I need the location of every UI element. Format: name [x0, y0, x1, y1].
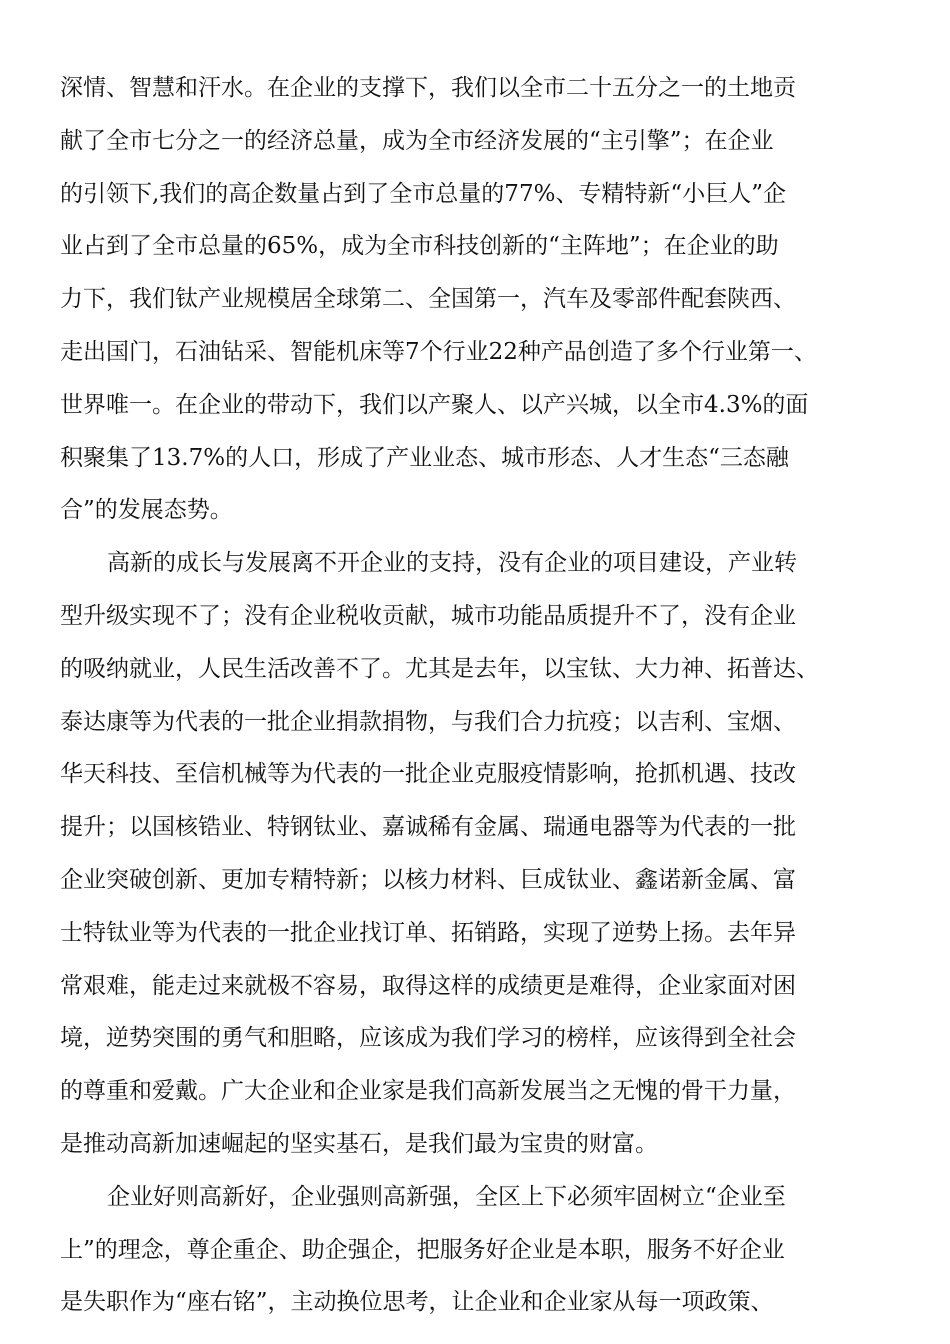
- text-line: 境，逆势突围的勇气和胆略，应该成为我们学习的榜样，应该得到全社会: [60, 1025, 796, 1052]
- text-line: 走出国门，石油钻采、智能机床等7个行业22种产品创造了多个行业第一、: [60, 338, 817, 365]
- body-text: [60, 62, 900, 1329]
- text-line: 的吸纳就业，人民生活改善不了。尤其是去年，以宝钛、大力神、拓普达、: [60, 655, 819, 682]
- text-line: 士特钛业等为代表的一批企业找订单、拓销路，实现了逆势上扬。去年异: [60, 919, 796, 946]
- text-line: 上”的理念，尊企重企、助企强企，把服务好企业是本职，服务不好企业: [60, 1236, 785, 1263]
- text-line: 的引领下,我们的高企数量占到了全市总量的77%、专精特新“小巨人”企: [60, 180, 786, 207]
- text-line: 华天科技、至信机械等为代表的一批企业克服疫情影响，抢抓机遇、技改: [60, 761, 796, 788]
- text-line: 型升级实现不了；没有企业税收贡献，城市功能品质提升不了，没有企业: [60, 602, 796, 629]
- text-line: 泰达康等为代表的一批企业捐款捐物，与我们合力抗疫；以吉利、宝烟、: [60, 708, 796, 735]
- text-line: 企业好则高新好，企业强则高新强，全区上下必须牢固树立“企业至: [107, 1183, 786, 1210]
- text-line: 业占到了全市总量的65%，成为全市科技创新的“主阵地”；在企业的助: [60, 233, 779, 260]
- text-line: 企业突破创新、更加专精特新；以核力材料、巨成钛业、鑫诺新金属、富: [60, 866, 796, 893]
- text-line: 合”的发展态势。: [60, 497, 233, 524]
- text-line: 是推动高新加速崛起的坚实基石，是我们最为宝贵的财富。: [60, 1130, 658, 1157]
- text-line: 常艰难，能走过来就极不容易，取得这样的成绩更是难得，企业家面对困: [60, 972, 796, 999]
- text-line: 高新的成长与发展离不开企业的支持，没有企业的项目建设，产业转: [107, 550, 797, 577]
- text-line: 是失职作为“座右铭”，主动换位思考，让企业和企业家从每一项政策、: [60, 1289, 774, 1316]
- text-line: 的尊重和爱戴。广大企业和企业家是我们高新发展当之无愧的骨干力量，: [60, 1078, 796, 1105]
- text-line: 世界唯一。在企业的带动下，我们以产聚人、以产兴城，以全市4.3%的面: [60, 391, 809, 418]
- text-line: 献了全市七分之一的经济总量，成为全市经济发展的“主引擎”；在企业: [60, 127, 774, 154]
- text-line: 力下，我们钛产业规模居全球第二、全国第一，汽车及零部件配套陕西、: [60, 286, 796, 313]
- text-line: 积聚集了13.7%的人口，形成了产业业态、城市形态、人才生态“三态融: [60, 444, 789, 471]
- text-line: 深情、智慧和汗水。在企业的支撑下，我们以全市二十五分之一的土地贡: [60, 75, 796, 101]
- text-line: 提升；以国核锆业、特钢钛业、嘉诚稀有金属、瑞通电器等为代表的一批: [60, 814, 796, 841]
